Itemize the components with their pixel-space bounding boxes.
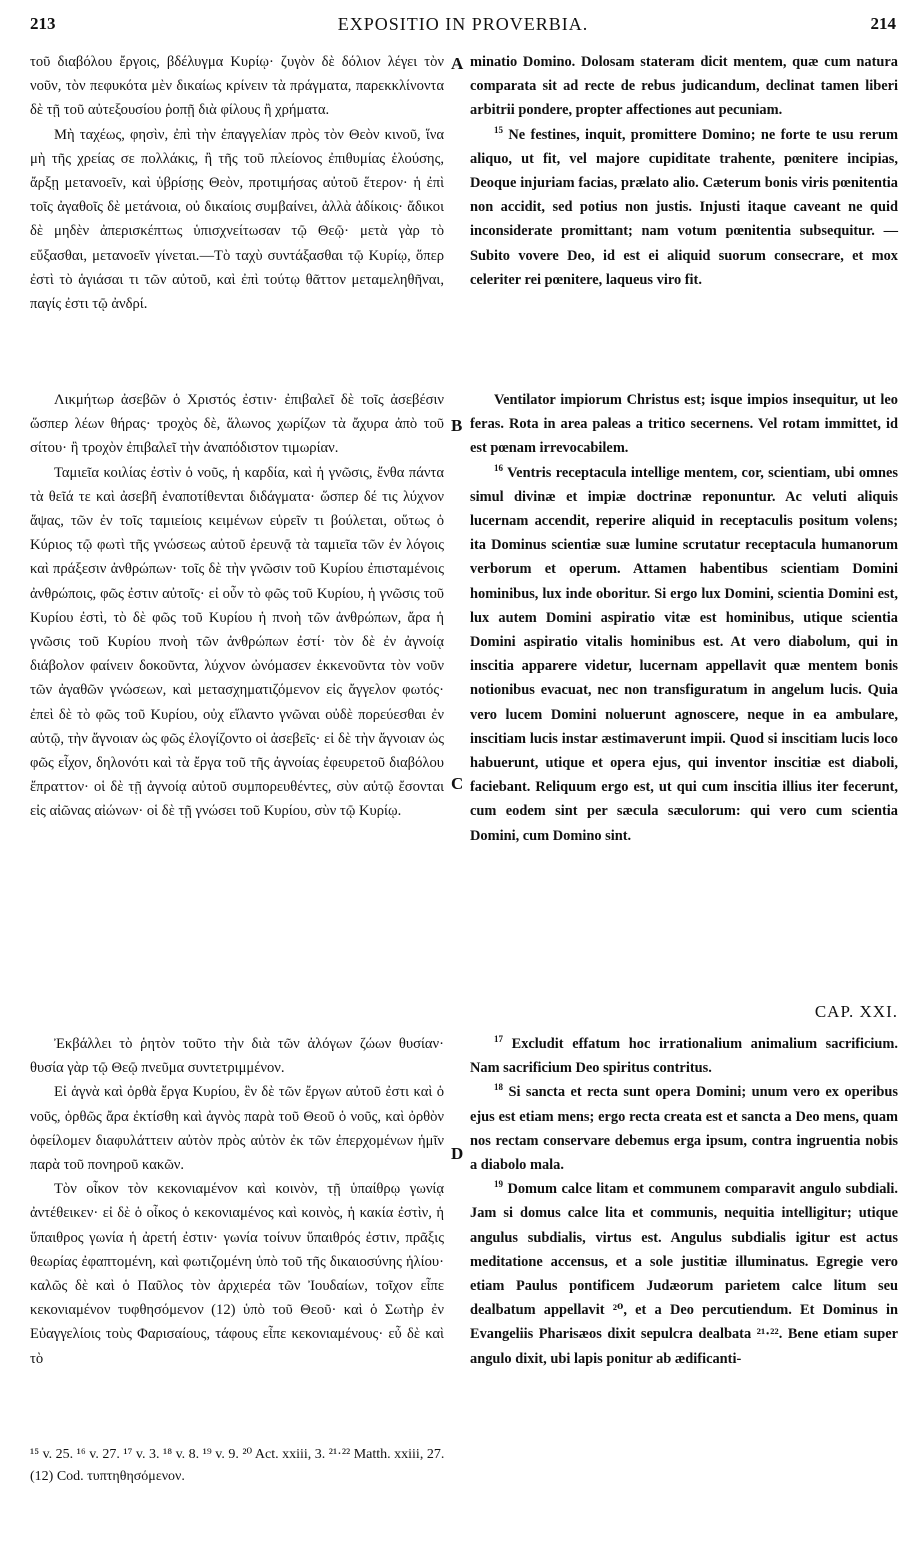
margin-marker-b: B xyxy=(451,416,463,435)
margin-marker-d: D xyxy=(451,1144,464,1163)
greek-block-1 xyxy=(30,50,444,316)
latin-paragraph: Si sancta et recta sunt opera Domini; unum vero ex operibus ejus est etiam mens; ergo recta creata est et sancta a Deo mens, quam nos rectam conservare debemus erga ipsum, contra ingruentia nobis a diabolo mala. xyxy=(470,1084,898,1174)
greek-paragraph: Εἰ ἁγνὰ καὶ ὀρθὰ ἔργα Κυρίου, ἓν δὲ τῶν ἔργων αὐτοῦ ἐστι καὶ ὁ νοῦς, ὀρθῶς ἄρα ἐκτίσθη καὶ ἁγνὸς παρὰ τοῦ Θεοῦ ὁ νοῦς, καὶ ὀρθὸν ὀφείλομεν διαφυλάττειν αὐτὸν πρὸς αὐτὸν ἐκ τῶν ἐπερχομένων ἡμῖν παρὰ τοῦ πονηροῦ κακῶν. xyxy=(30,1084,444,1174)
running-header xyxy=(30,14,896,40)
latin-paragraph: Excludit effatum hoc irrationalium animalium sacrificium. Nam sacrificium Deo spiritus contritus. xyxy=(470,1036,898,1077)
latin-block-1 xyxy=(470,50,898,292)
verse-number: 19 xyxy=(494,1179,503,1190)
greek-paragraph: Λικμήτωρ ἀσεβῶν ὁ Χριστός ἐστιν· ἐπιβαλεῖ δὲ τοῖς ἀσεβέσιν ὥσπερ λέων θήρας· τροχὸς δὲ, ἅλωνος χωρίζων τὰ ἄχυρα ἀπὸ τοῦ σίτου· ἢ τροχὸν ἐπιβαλεῖ τὴν ἀναπόδιστον τιμωρίαν. xyxy=(30,392,444,457)
verse-number: 15 xyxy=(494,124,503,135)
footnote-codex: (12) Cod. τυπτηθησόμενον. xyxy=(30,1469,185,1484)
footnotes xyxy=(30,1444,900,1488)
running-title: EXPOSITIO IN PROVERBIA. xyxy=(337,14,589,34)
chapter-heading: CAP. XXI. xyxy=(814,1002,898,1021)
greek-paragraph: Ταμιεῖα κοιλίας ἐστὶν ὁ νοῦς, ἡ καρδία, καὶ ἡ γνῶσις, ἔνθα πάντα τὰ θεῖά τε καὶ ἀσεβῆ ἐναποτίθενται διδάγματα· ὥσπερ δέ τις λύχνον ἅψας, τῶν ἐν τοῖς ταμιείοις κειμένων εὑρεῖν τι βούλεται, οὕτως ὁ Κύριος τῷ φωτὶ τῆς γνώσεως αὐτοῦ ἐρευνᾷ τὰ ταμιεῖα τῶν ἐν λόγοις καὶ πράξεσιν ἀνθρώπων· τοῖς δὲ τὴν γνῶσιν τοῦ Κυρίου ἐπισταμένοις ἀνθρώποις, φῶς ἐστιν αὐτοῖς· εἰ οὖν τὸ φῶς τοῦ Κυρίου, ἡ γνῶσις τοῦ Κυρίου ἐστὶ, τὸ δὲ φῶς τοῦ Κυρίου ἡ πνοὴ τῶν ἀνθρώπων, ἄρα ἡ γνῶσις τοῦ Κυρίου πνοὴ τῶν ἀνθρώπων ἐστί· τὸν δὲ ἐν ἀγνοίᾳ διάβολον φαίνειν δοκοῦντα, λύχνον ὠνόμασεν ἐκκενοῦντα τὸν νοῦν τῶν ἀγαθῶν γνώσεων, καὶ μετασχηματιζόμενον εἰς ἄγγελον φωτός· ἐπεὶ δὲ τὸ φῶς τοῦ Κυρίου, οὐχ εἵλαντο γνῶναι οὐδὲ πορεύεσθαι ἐν αὐτῷ, τὴν ἄγνοιαν ὡς φῶς ἐλογίζοντο οἱ ἀσεβεῖς· εἰ δὲ τὴν ἄγνοιαν ὡς φῶς εἶχον, δηλονότι καὶ τὰ ἔργα τοῦ τῆς ἀγνοίας ἐφευρετοῦ διαβόλου ἔπραττον· οἱ δὲ τῇ ἀγνοίᾳ αὐτοῦ συμπορευθέντες, σὺν αὐτῷ ἔσονται εἰς αἰῶνας αἰώνων· οἱ δὲ τῇ γνώσει τοῦ Κυρίου, σὺν τῷ Κυρίῳ. xyxy=(30,464,444,820)
greek-paragraph: Ἐκβάλλει τὸ ῥητὸν τοῦτο τὴν διὰ τῶν ἀλόγων ζώων θυσίαν· θυσία γὰρ τῷ Θεῷ πνεῦμα συντετριμμένον. xyxy=(30,1036,444,1077)
greek-paragraph: Τὸν οἶκον τὸν κεκονιαμένον καὶ κοινὸν, τῇ ὑπαίθρῳ γωνίᾳ ἀντέθεικεν· εἰ δὲ ὁ οἶκος ὁ κεκονιαμένος καὶ κοινὸς, ἡ κακία ἐστὶν, ἡ ὕπαιθρος γωνία ἡ ἀρετή ἐστιν· γωνία τοίνυν ὕπαιθρός ἐστιν, πρᾶξις θεωρίας ἐφαπτομένη, καὶ φωτιζομένη ὑπὸ τοῦ τῆς δικαιοσύνης ἡλίου· καλῶς δὲ καὶ ὁ Παῦλος τὸν ἀρχιερέα τῶν Ἰουδαίων, τοῖχον εἶπε κεκονιαμένον τυφθησόμενον (12) ὑπὸ τοῦ Θεοῦ· καὶ ὁ Σωτὴρ ἐν Εὐαγγελίοις τοὺς Φαρισαίους, τάφους εἶπε κεκονιαμένους· εὖ δὲ καὶ τὸ xyxy=(30,1181,444,1367)
latin-block-2 xyxy=(470,388,898,848)
greek-block-2 xyxy=(30,388,444,824)
greek-paragraph: τοῦ διαβόλου ἔργοις, βδέλυγμα Κυρίῳ· ζυγὸν δὲ δόλιον λέγει τὸν νοῦν, τὸν πεφυκότα μὲν δικαίως κρίνειν τὰ πράγματα, παρεκκλίνοντα δὲ τῇ τοῦ αὐτεξουσίου ῥοπῇ διὰ φίλους ἢ χρήματα. xyxy=(30,54,444,119)
latin-paragraph: Ventris receptacula intellige mentem, cor, scientiam, ubi omnes simul divinæ et impiæ doctrinæ reponuntur. Ac veluti aliquis lucernam accendit, reperire aliquid in receptaculis positum volens; ita Dominus scientiæ suæ lumine scrutatur receptacula humanorum verborum et operum. Attamen habentibus scientiam Domini hominibus, lux inde oboritur. Si ergo lux Domini, scientia Domini est, lux autem Domini aspiratio vitæ est hominibus, utique scientia Domini aspiratio vitalis hominibus est. At vero diabolum, qui in inscitia apparere videtur, lucernam appellavit quæ mentem bonis notionibus evacuat, nec non transfiguratum in angelum lucis. Quia vero lucem Domini noluerunt agnoscere, neque in ea ambulare, inscitiam lucis instar æstimaverunt impii. Quod si inscitiam lucis loco habuerunt, utique et opera ejus, qui inventor inscitiæ est diaboli, faciebant. Reliquum ergo est, ut qui cum inscitia illius iter fecerunt, cum eodem sint per sæcula sæculorum: qui vero cum scientia Domini, cum Domino sint. xyxy=(470,464,899,844)
latin-paragraph: Domum calce litam et communem comparavit angulo subdiali. Jam si domus calce lita et communis, nequitia intelligitur; utique angulus subdialis, virtus est. Angulus subdialis igitur est actus meditatione accensus, et a sole justitiæ illuminatus. Egregie vero etiam Paulus pontificem Judæorum parietem calce litum seu dealbatum appellavit ²⁰, et a Deo percutiendum. Et Dominus in Evangeliis Pharisæos dixit sepulcra dealbata ²¹·²². Bene etiam super angulo dixit, ubi lapis ponitur ab ædificanti- xyxy=(470,1181,898,1367)
greek-block-3 xyxy=(30,1032,444,1371)
verse-number: 17 xyxy=(494,1034,503,1045)
latin-paragraph: minatio Domino. Dolosam stateram dicit mentem, quæ cum natura comparata sit ad recte de rebus judicandum, declinat tamen liberi arbitrii pondere, propter affectiones aut pecuniam. xyxy=(470,54,898,119)
latin-paragraph: Ne festines, inquit, promittere Domino; ne forte te usu rerum aliquo, ut fit, vel majore cupiditate trahente, pœnitere incipias, Deoque injuriam facias, prælato alio. Cæterum bonis viris pœnitentia non accidit, sed potius non justis. Injusti itaque caveant ne quid inconsiderate promittant; nam votum pœnitentia subsequitur. — Subito vovere Deo, id est ei aliquid suorum consecrare, et mox celeriter rei pœnitere, laqueus viro fit. xyxy=(470,126,898,288)
latin-paragraph: Ventilator impiorum Christus est; isque impios insequitur, ut leo feras. Rota in area paleas a tritico secernens. Vel rotam immittet, id est pœnam irrevocabilem. xyxy=(470,392,898,457)
latin-block-3 xyxy=(470,1032,898,1371)
margin-marker-a: A xyxy=(451,54,464,73)
page-number-left: 213 xyxy=(30,14,56,33)
footnote-references: ¹⁵ v. 25. ¹⁶ v. 27. ¹⁷ v. 3. ¹⁸ v. 8. ¹⁹ v. 9. ²⁰ Act. xxiii, 3. ²¹·²² Matth. xxiii, 27. xyxy=(30,1447,445,1462)
verse-number: 16 xyxy=(494,462,503,473)
greek-paragraph: Μὴ ταχέως, φησὶν, ἐπὶ τὴν ἐπαγγελίαν πρὸς τὸν Θεὸν κινοῦ, ἵνα μὴ τῆς χρείας σε πολλάκις, ἢ τῆς τοῦ πλείονος ἐπιθυμίας ἑλούσης, ἄρξῃ μετανοεῖν, καὶ ὑβρίσῃς Θεὸν, προτιμήσας αὐτοῦ ἕτερον· ἡ ἐπὶ τοῖς ἀγαθοῖς δὲ μετάνοια, οὐ δικαίοις συμβαίνει, ἀλλὰ ἀδίκοις· ἄδικοι δὲ μηδὲν ἀπερισκέπτως ὑπισχνείτωσαν τῷ Θεῷ· μετὰ γὰρ τὸ εὔξασθαι, μετανοεῖν γίνεται.—Τὸ ταχὺ συντάξασθαι τῷ Κυρίῳ, ὅπερ ἐστὶ τὸ ἁγιάσαι τι τῶν αὐτοῦ, καὶ ἐπὶ τούτῳ θᾶττον μεταμεληθῆναι, παγίς ἐστι τῷ ἀνδρί. xyxy=(30,126,444,313)
verse-number: 18 xyxy=(494,1082,503,1093)
margin-marker-c: C xyxy=(451,774,464,793)
page-number-right: 214 xyxy=(870,14,896,33)
